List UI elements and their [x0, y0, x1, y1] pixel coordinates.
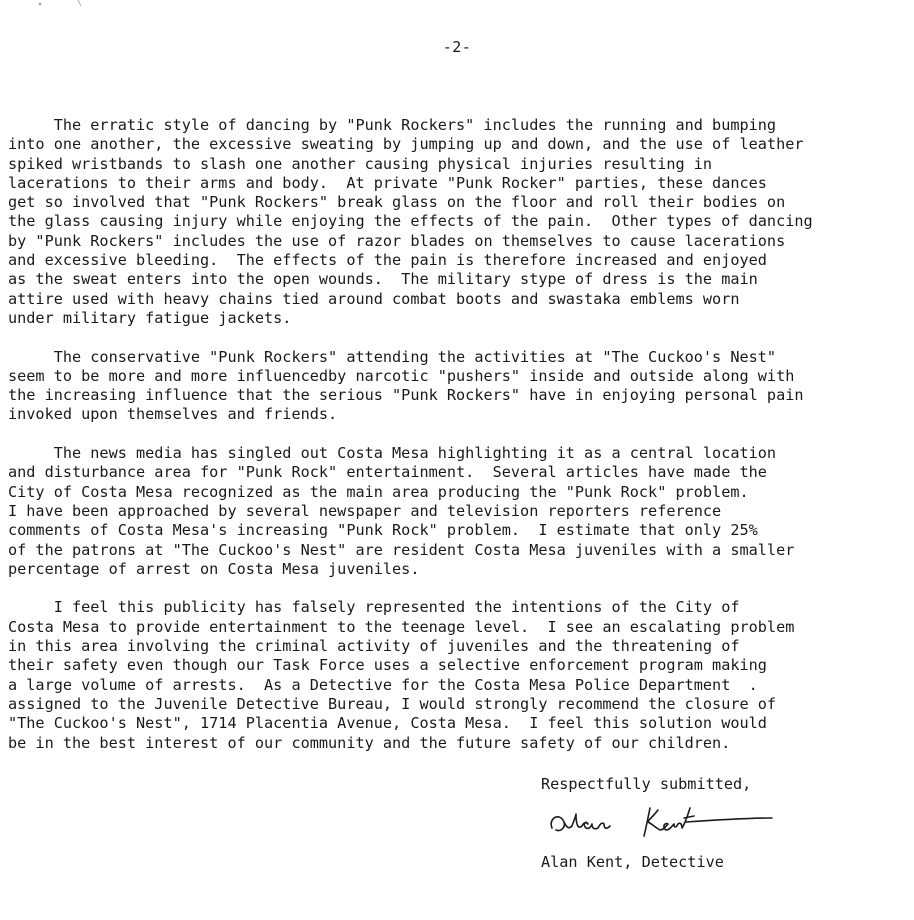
text-line: I have been approached by several newspaper and television reporters reference: [8, 501, 722, 520]
text-line: Costa Mesa to provide entertainment to the teenage level. I see an escalating problem: [8, 617, 795, 636]
text-line: "The Cuckoo's Nest", 1714 Placentia Avenue, Costa Mesa. I feel this solution would: [8, 714, 767, 733]
text-line: percentage of arrest on Costa Mesa juveniles.: [8, 559, 420, 578]
signer-name: Alan Kent, Detective: [541, 853, 724, 871]
text-line: their safety even though our Task Force uses a selective enforcement program making: [8, 656, 767, 675]
text-line: be in the best interest of our community and the future safety of our children.: [8, 733, 731, 752]
text-line: by "Punk Rockers" includes the use of razor blades on themselves to cause lacerations: [8, 231, 786, 250]
paragraph-dancing: [8, 116, 908, 328]
text-line: of the patrons at "The Cuckoo's Nest" are resident Costa Mesa juveniles with a smaller: [8, 540, 795, 559]
text-line: in this area involving the criminal activity of juveniles and the threatening of: [8, 637, 740, 656]
text-line: a large volume of arrests. As a Detective for the Costa Mesa Police Department .: [8, 675, 758, 694]
text-line: City of Costa Mesa recognized as the main area producing the "Punk Rock" problem.: [8, 482, 749, 501]
text-line: into one another, the excessive sweating by jumping up and down, and the use of leather: [8, 135, 804, 154]
scan-mark: [34, 0, 94, 10]
text-line: as the sweat enters into the open wounds. The military stype of dress is the main: [8, 270, 758, 289]
text-line: assigned to the Juvenile Detective Bureau, I would strongly recommend the closure of: [8, 694, 777, 713]
paragraph-recommendation: [8, 598, 908, 752]
text-line: invoked upon themselves and friends.: [8, 405, 338, 424]
text-line: lacerations to their arms and body. At private "Punk Rocker" parties, these dances: [8, 173, 767, 192]
text-line: attire used with heavy chains tied around combat boots and swastaka emblems worn: [8, 289, 740, 308]
text-line: under military fatigue jackets.: [8, 308, 292, 327]
text-line: I feel this publicity has falsely represented the intentions of the City of: [8, 598, 740, 617]
text-line: the increasing influence that the serious "Punk Rockers" have in enjoying personal pain: [8, 386, 804, 405]
text-line: get so involved that "Punk Rockers" break glass on the floor and roll their bodies on: [8, 193, 786, 212]
text-line: The erratic style of dancing by "Punk Rockers" includes the running and bumping: [8, 116, 777, 134]
text-line: The news media has singled out Costa Mesa highlighting it as a central location: [8, 444, 777, 463]
text-line: spiked wristbands to slash one another causing physical injuries resulting in: [8, 154, 713, 173]
handwritten-signature: [546, 800, 786, 846]
text-line: and disturbance area for "Punk Rock" entertainment. Several articles have made the: [8, 463, 767, 482]
text-line: and excessive bleeding. The effects of the pain is therefore increased and enjoyed: [8, 251, 767, 270]
closing-salutation: Respectfully submitted,: [541, 775, 752, 793]
page-number: -2-: [442, 38, 472, 56]
text-line: comments of Costa Mesa's increasing "Punk Rock" problem. I estimate that only 25%: [8, 521, 758, 540]
paragraph-news-media: [8, 444, 908, 579]
paragraph-conservative: [8, 348, 908, 425]
letter-body: [8, 116, 908, 772]
text-line: The conservative "Punk Rockers" attending the activities at "The Cuckoo's Nest": [8, 347, 777, 366]
text-line: the glass causing injury while enjoying the effects of the pain. Other types of dancing: [8, 212, 813, 231]
text-line: seem to be more and more influencedby narcotic "pushers" inside and outside along with: [8, 366, 795, 385]
